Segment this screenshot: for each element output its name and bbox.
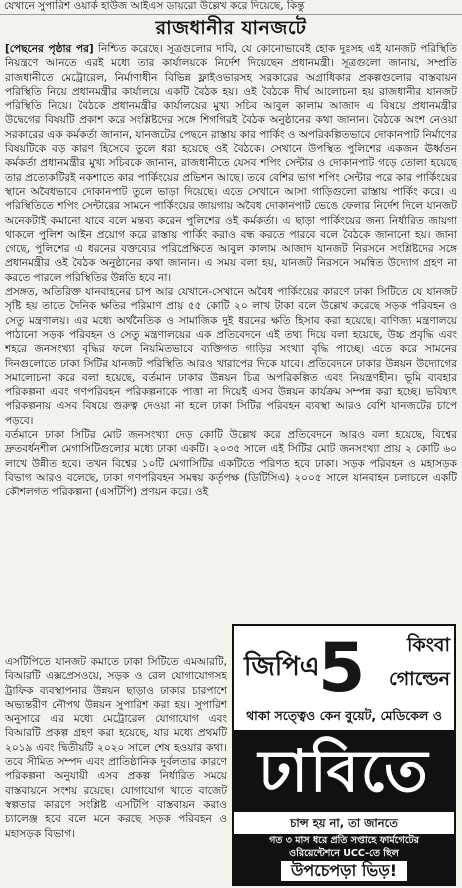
article-paragraph-3: বর্তমানে ঢাকা সিটির মোট জনসংখ্যা দেড় কোটি উল্লেখ করে প্রতিবেদনে আরও বলা হয়েছে, বিশ্বের দ্রুতবর্ধনশীল মেগাসিটিগুলোর মধ্যে ঢাকা একটি। ২০৩৫ সালে এই সিটির মোট জনসংখ্যা প্রায় ২ কোটি ৬০ লাখে উন্নীত হবে। তখন বিশ্বের ১০টি মেগাসিটির একটিতে পরিণত হবে ঢাকা। সড়ক পরিবহন ও মহাসড়ক বিভাগ আরও বলেছে, ঢাকা গণপরিবহন সমন্বয় কর্তৃপক্ষ (ডিটিসিএ) ২০০৫ সালে যানবাহন চলাচলে একটি কৌশলগত পরিকল্পনা (এসটিপি) প্রণয়ন করে। ওই: [5, 429, 457, 499]
paragraph-1-text: নিশ্চিত করেছে। সূত্রগুলোর দাবি, যে কোনোভাবেই হোক দুঃসহ এই যানজট পরিস্থিতি নিয়ন্ত্রণে আনতে এরই মধ্যে তার কার্যালয়কে নির্দেশ দিয়েছেন প্রধানমন্ত্রী। সূত্রগুলো জানায়, সম্প্রতি রাজধানীতে মেট্রোরেল, নির্মাণাধীন বিভিন্ন ফ্লাইওভারসহ সরকারের অগ্রাধিকার প্রকল্পগুলোর বাস্তবায়ন পরিস্থিতি নিয়ে প্রধানমন্ত্রীর কার্যালয়ে একটি বৈঠক হয়। ওই বৈঠকে দীর্ঘ আলোচনা হয় রাজধানীর যানজট পরিস্থিতি নিয়ে। বৈঠকে প্রধানমন্ত্রীর কার্যালয়ের মুখ্য সচিব আবুল কালাম আজাদ এ বিষয়ে প্রধানমন্ত্রীর উদ্বেগের বিষয়টি প্রকাশ করে সংশ্লিষ্টদের সঙ্গে শিগগিরই বৈঠক অনুষ্ঠানের কথা জানান। বৈঠকে অংশ নেওয়া সরকারের এক কর্মকর্তা জানান, যানজটের পেছনে রাস্তায় কার পার্কিং ও অপরিকল্পিতভাবে দোকানপাট নির্মাণের বিষয়টিকে বড় কারণ হিসেবে তুলে ধরা হয়েছে ওই বৈঠকে। সেখানে উপস্থিত পুলিশের একজন ঊর্ধ্বতন কর্মকর্তা প্রধানমন্ত্রীর মুখ্য সচিবকে জানান, রাজধানীতে যেসব শপিং সেন্টার ও দোকানপাট গড়ে তোলা হয়েছে তার প্রত্যেকটিরই নকশাতে কার পার্কিংয়ের প্রভিশন আছে। তবে বেশির ভাগ শপিং সেন্টার পরে কার পার্কিংয়ের স্থানে অবৈধভাবে দোকানপাট তুলে ভাড়া দিয়েছে। এতে সেখানে আসা গাড়িগুলো রাস্তায় পার্কিং করে। এ পরিস্থিতিতে শপিং সেন্টারের সামনে পার্কিংয়ের জায়গায় অবৈধ দোকানপাট ভেঙে ফেলার নির্দেশ দিলে যানজট অনেকটাই কমানো যাবে বলে মন্তব্য করেন পুলিশের ওই কর্মকর্তা। এ ছাড়া পার্কিংয়ের জন্য নির্ধারিত জায়গা থাকলে পুলিশ আইন প্রয়োগ করে রাস্তায় পার্কিং করাও বন্ধ করতে পারবে বলে বৈঠকে জানানো হয়। জানা গেছে, পুলিশের এ ধরনের বক্তব্যের পরিপ্রেক্ষিতে আবুল কালাম আজাদ যানজট নিরসনে সংশ্লিষ্টদের সঙ্গে প্রধানমন্ত্রীর ওই বৈঠক অনুষ্ঠানের কথা জানান। এ সময় বলা হয়, যানজট নিরসনে সমন্বিত উদ্যোগ গ্রহণ না করতে পারলে পরিস্থিতির উন্নতি হবে না।: [5, 43, 457, 284]
ad-dhabi-banner: ঢাবিতে: [234, 730, 454, 812]
previous-article-fragment: যেখানে সুপারিশ ওয়ার্ক হাউজ আইএস ডায়রো উল্লেখ করে দিয়েছে, কিন্তু: [0, 0, 462, 15]
ad-footer-line-2: ওরিয়েন্টেশনে UCC-তে ছিল: [289, 848, 399, 859]
ad-header: [240, 629, 452, 708]
ad-gpa-text: জিপিএ: [244, 652, 320, 682]
ad-subline: থাকা সত্ত্বেও কেন বুয়েট, মেডিকেল ও: [246, 708, 442, 723]
article-body: [5, 42, 457, 652]
article-paragraph-2: প্রসঙ্গত, অতিরিক্ত যানবাহনের চাপ আর যেখানে-সেখানে অবৈধ পার্কিংয়ের কারণে ঢাকা সিটিতে যে যানজট সৃষ্টি হয় তাতে দৈনিক ক্ষতির পরিমাণ প্রায় ৫৫ কোটি ২০ লাখ টাকা বলে উল্লেখ করেছে সড়ক পরিবহন ও সেতু মন্ত্রণালয়। এর মধ্যে অর্থনৈতিক ও সামাজিক দুই ধরনের ক্ষতি হিসাব করা হয়েছে। বাণিজ্য মন্ত্রণালয়ে পাঠানো সড়ক পরিবহন ও সেতু মন্ত্রণালয়ের এক প্রতিবেদনে এই তথ্য দিয়ে বলা হয়েছে, উচ্চ প্রবৃদ্ধি এবং শহরে জনসংখ্যা বৃদ্ধির ফলে নিয়মিতভাবে ব্যক্তিগত গাড়ির সংখ্যা বৃদ্ধি পাচ্ছে। এতে করে সামনের দিনগুলোতে ঢাকা সিটির যানজট পরিস্থিতি আরও খারাপের দিকে যাবে। প্রতিবেদনে ঢাকার উন্নয়ন উদ্যোগের সমালোচনা করে বলা হয়েছে, বর্তমান ঢাকার উন্নয়ন চিত্র অপরিকল্পিত এবং নিয়ন্ত্রণহীন। ভূমি ব্যবহার পরিকল্পনা এবং গণপরিবহন পরিকল্পনাকে পাত্তা না দিয়েই এসব উন্নয়ন কার্যক্রম সম্পন্ন করা হচ্ছে। ভবিষ্যৎ পরিকল্পনায় এসব বিষয়ে গুরুত্ব দেওয়া না হলে ঢাকা সিটির পরিবহন ব্যবস্থা আরও বেশি যানজটের চাপে পড়বে।: [5, 286, 457, 427]
ad-crowd-text: উপচেপড়া ভিড়!: [281, 861, 407, 881]
continued-from-back-page-label: [পেছনের পৃষ্ঠার পর]: [5, 43, 94, 55]
article-paragraph-4: এসটিপিতে যানজট কমাতে ঢাকা সিটিতে এমআরটি, বিআরটি এক্সপ্রেসওয়ে, সড়ক ও রেল যোগাযোগসহ ট্রাফিক ব্যবস্থাপনার উন্নয়ন ছাড়াও ঢাকার চারপাশে অভ্যন্তরীণ নৌপথ উন্নয়ন সুপারিশ করা হয়। সুপারিশ অনুসারে এর মধ্যে মেট্রোরেল যোগাযোগ এবং বিআরটি প্রকল্প গ্রহণ করা হয়েছে, যার মধ্যে প্রথমটি ২০১৯ এবং দ্বিতীয়টি ২০২০ সালে শেষ হওয়ার কথা। তবে সীমিত সম্পদ এবং প্রাতিষ্ঠানিক দুর্বলতার কারণে পরিকল্পনা অনুযায়ী এসব প্রকল্প নির্ধারিত সময়ে বাস্তবায়নে সংশয় রয়েছে। যোগাযোগ খাতে বাজেট স্বল্পতার কারণে সংশ্লিষ্ট এসটিপি বাস্তবায়ন করাও চ্যালেঞ্জ হবে বলে মনে করছে সড়ক পরিবহন ও মহাসড়ক বিভাগ।: [5, 656, 227, 840]
ad-footer-line-1: গত ৩ মাস ধরে প্রতি সপ্তাহে ফার্মগেটের: [269, 835, 419, 846]
coaching-advertisement: [232, 624, 456, 886]
ad-chance-line: চান্স হয় না, তা জানতে: [290, 816, 398, 830]
ad-golden-text: গোল্ডেন: [389, 668, 450, 690]
article-continuation-column: [5, 655, 227, 887]
ad-footer: [234, 834, 454, 884]
article-paragraph-1: [5, 42, 457, 285]
article-headline: রাজধানীর যানজটে: [155, 17, 307, 39]
ad-or-text: কিংবা: [407, 634, 450, 656]
ad-number-five: 5: [318, 629, 366, 708]
